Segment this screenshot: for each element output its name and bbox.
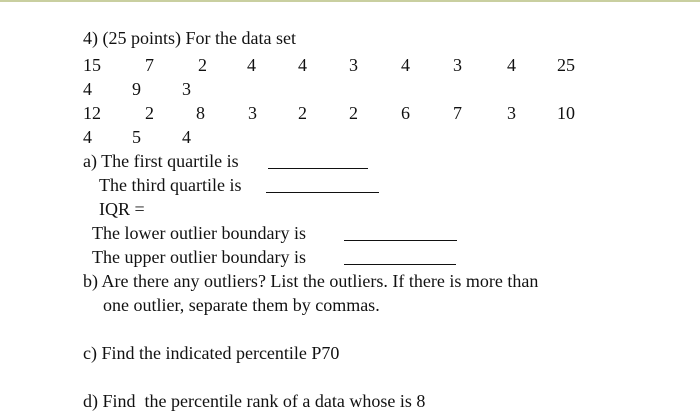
third-quartile-answer-blank[interactable] [266,192,379,193]
data-value: 3 [248,103,257,123]
part-b-line-1: b) Are there any outliers? List the outliers. If there is more than [83,271,539,291]
data-value: 2 [349,103,358,123]
data-value: 4 [401,55,410,75]
data-value: 4 [247,55,256,75]
part-c-question: c) Find the indicated percentile P70 [83,343,340,363]
data-value: 7 [453,103,462,123]
top-border [0,0,700,2]
iqr-label: IQR = [99,199,145,219]
data-value: 5 [132,127,141,147]
data-value: 12 [83,103,101,123]
data-value: 8 [196,103,205,123]
data-value: 4 [182,127,191,147]
data-value: 4 [83,127,92,147]
data-value: 3 [182,79,191,99]
data-value: 4 [83,79,92,99]
data-value: 3 [507,103,516,123]
data-value: 6 [401,103,410,123]
problem-header: 4) (25 points) For the data set [83,28,296,48]
part-b-line-2: one outlier, separate them by commas. [103,295,380,315]
lower-boundary-answer-blank[interactable] [344,240,457,241]
part-d-question: d) Find the percentile rank of a data whose is 8 [83,391,426,411]
data-value: 3 [453,55,462,75]
data-value: 25 [557,55,575,75]
data-value: 4 [298,55,307,75]
data-value: 3 [349,55,358,75]
data-value: 15 [83,55,101,75]
data-value: 10 [557,103,575,123]
data-value: 9 [132,79,141,99]
data-value: 7 [145,55,154,75]
lower-boundary-label: The lower outlier boundary is [92,223,306,243]
upper-boundary-answer-blank[interactable] [344,264,456,265]
data-value: 4 [507,55,516,75]
first-quartile-label: a) The first quartile is [83,151,239,171]
data-value: 2 [298,103,307,123]
third-quartile-label: The third quartile is [99,175,242,195]
upper-boundary-label: The upper outlier boundary is [92,247,306,267]
data-value: 2 [198,55,207,75]
first-quartile-answer-blank[interactable] [268,168,368,169]
data-value: 2 [145,103,154,123]
